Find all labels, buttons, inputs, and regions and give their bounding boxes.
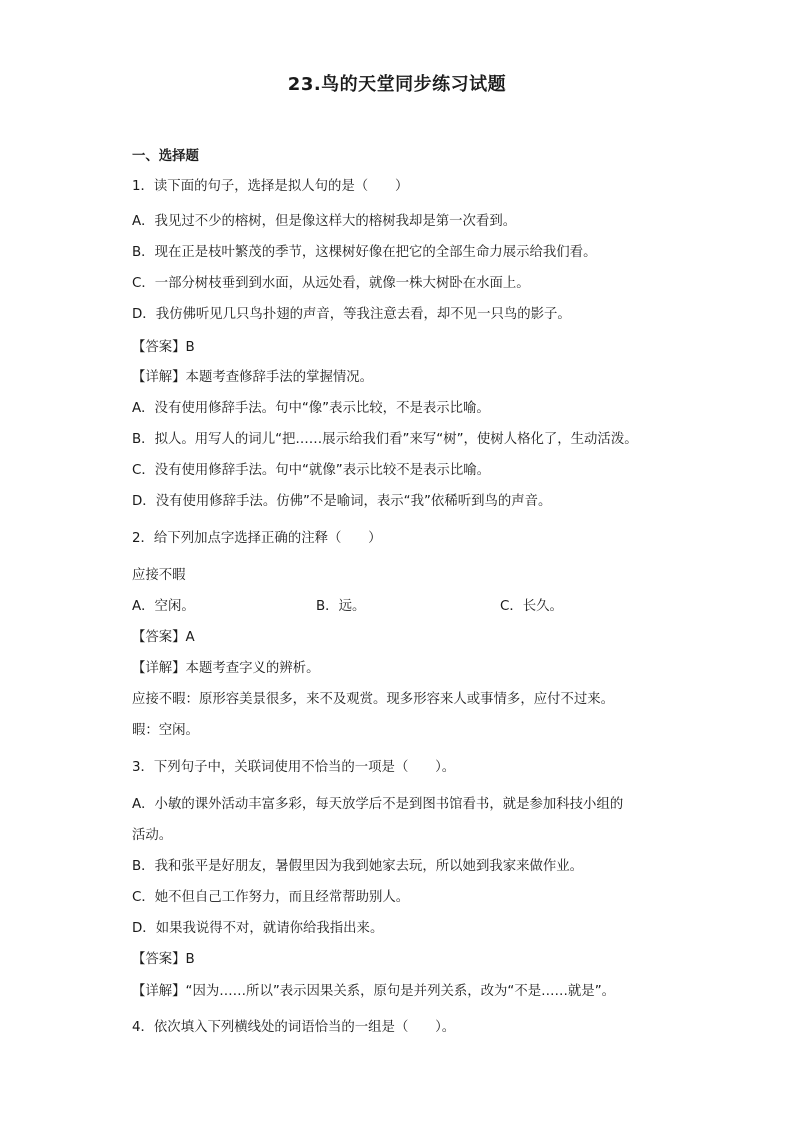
- question-1-explain-d: D．没有使用修辞手法。仿佛”不是喻词，表示“我”依稀听到鸟的声音。: [132, 494, 552, 509]
- question-2-option-a: A．空闲。: [132, 599, 195, 614]
- question-1-option-d: D．我仿佛听见几只鸟扑翅的声音，等我注意去看，却不见一只鸟的影子。: [132, 307, 571, 322]
- question-3-option-b: B．我和张平是好朋友，暑假里因为我到她家去玩，所以她到我家来做作业。: [132, 859, 584, 874]
- question-1-answer: 【答案】B: [132, 340, 195, 355]
- question-2-explain-2: 暇：空闲。: [132, 723, 199, 738]
- question-1-explain-c: C．没有使用修辞手法。句中“就像”表示比较不是表示比喻。: [132, 463, 490, 478]
- question-1-option-c: C．一部分树枝垂到到水面，从远处看，就像一株大树卧在水面上。: [132, 276, 530, 291]
- question-3-stem: 3．下列句子中，关联词使用不恰当的一项是（ ）。: [132, 760, 456, 775]
- page-title: 23.鸟的天堂同步练习试题: [287, 74, 507, 95]
- question-1-detail: 【详解】本题考查修辞手法的掌握情况。: [132, 370, 374, 385]
- question-3-option-a: A．小敏的课外活动丰富多彩，每天放学后不是到图书馆看书，就是参加科技小组的: [132, 797, 624, 812]
- question-3-answer: 【答案】B: [132, 952, 195, 967]
- question-2-word: 应接不暇: [132, 568, 186, 583]
- question-3-detail: 【详解】“因为……所以”表示因果关系，原句是并列关系，改为“不是……就是”。: [132, 984, 616, 999]
- section-heading: 一、选择题: [132, 149, 199, 164]
- question-1-stem: 1．读下面的句子，选择是拟人句的是（ ）: [132, 179, 409, 194]
- question-3-option-c: C．她不但自己工作努力，而且经常帮助别人。: [132, 890, 410, 905]
- question-4-stem: 4．依次填入下列横线处的词语恰当的一组是（ ）。: [132, 1020, 456, 1035]
- question-2-detail: 【详解】本题考查字义的辨析。: [132, 661, 320, 676]
- question-2-answer: 【答案】A: [132, 630, 195, 645]
- question-3-option-a-continued: 活动。: [132, 828, 173, 843]
- question-1-explain-b: B．拟人。用写人的词儿“把……展示给我们看”来写“树”，使树人格化了，生动活泼。: [132, 432, 638, 447]
- question-1-option-b: B．现在正是枝叶繁茂的季节，这棵树好像在把它的全部生命力展示给我们看。: [132, 245, 597, 260]
- question-2-option-c: C．长久。: [500, 599, 563, 614]
- question-2-option-b: B．远。: [316, 599, 366, 614]
- question-1-explain-a: A．没有使用修辞手法。句中“像”表示比较，不是表示比喻。: [132, 401, 490, 416]
- question-2-stem: 2．给下列加点字选择正确的注释（ ）: [132, 531, 382, 546]
- question-2-explain-1: 应接不暇：原形容美景很多，来不及观赏。现多形容来人或事情多，应付不过来。: [132, 692, 615, 707]
- question-1-option-a: A．我见过不少的榕树，但是像这样大的榕树我却是第一次看到。: [132, 214, 517, 229]
- question-3-option-d: D．如果我说得不对，就请你给我指出来。: [132, 921, 384, 936]
